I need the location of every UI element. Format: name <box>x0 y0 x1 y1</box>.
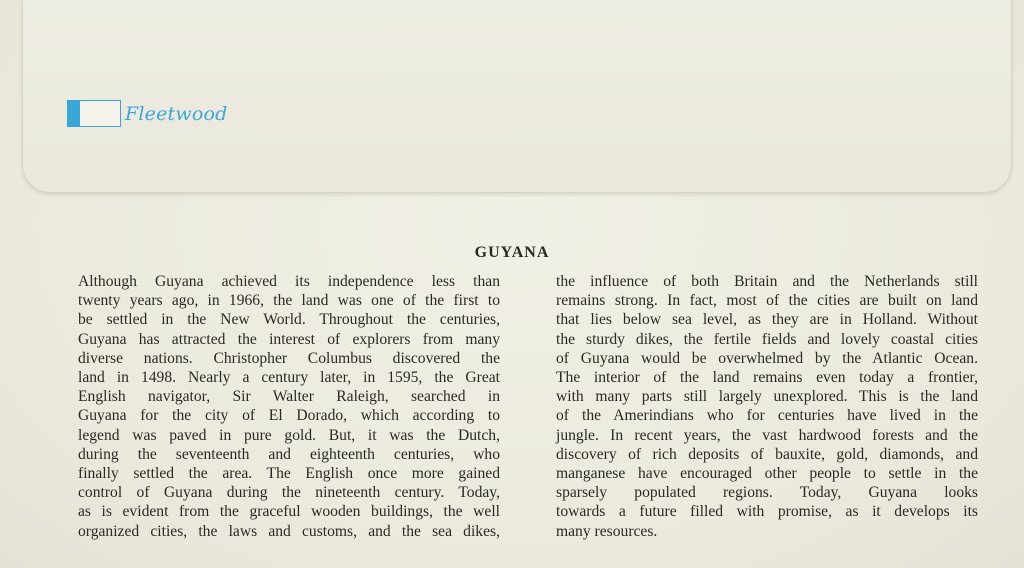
text-line: with many parts still largely unexplored. This is the land <box>556 388 978 406</box>
text-line: The interior of the land remains even today a frontier, <box>556 369 978 387</box>
text-line: legend was paved in pure gold. But, it was the Dutch, <box>78 426 500 444</box>
text-line: as is evident from the graceful wooden buildings, the well <box>78 503 500 521</box>
right-text-column <box>556 272 978 541</box>
text-line: twenty years ago, in 1966, the land was one of the first to <box>78 292 500 310</box>
text-line: Although Guyana achieved its independence less than <box>78 273 500 290</box>
text-line: jungle. In recent years, the vast hardwood forests and the <box>556 426 978 444</box>
text-line: organized cities, the laws and customs, and the sea dikes, <box>78 522 500 540</box>
text-line: of the Amerindians who for centuries have lived in the <box>556 407 978 425</box>
text-line: manganese have encouraged other people to settle in the <box>556 465 978 483</box>
text-line: of Guyana would be overwhelmed by the Atlantic Ocean. <box>556 349 978 367</box>
text-line: towards a future filled with promise, as it develops its <box>556 503 978 521</box>
text-line: finally settled the area. The English once more gained <box>78 465 500 483</box>
text-line: land in 1498. Nearly a century later, in 1595, the Great <box>78 369 500 387</box>
text-line: Guyana has attracted the interest of explorers from many <box>78 330 500 348</box>
text-line: Guyana for the city of El Dorado, which according to <box>78 407 500 425</box>
envelope-flap <box>22 0 1012 193</box>
text-line: control of Guyana during the nineteenth century. Today, <box>78 484 500 502</box>
text-line: that lies below sea level, as they are in Holland. Without <box>556 311 978 329</box>
fleetwood-logo <box>67 100 228 127</box>
text-line: be settled in the New World. Throughout the centuries, <box>78 311 500 329</box>
text-line: discovery of rich deposits of bauxite, gold, diamonds, and <box>556 445 978 463</box>
left-text-column <box>78 272 500 541</box>
text-line: English navigator, Sir Walter Raleigh, searched in <box>78 388 500 406</box>
logo-mark-icon <box>67 100 121 127</box>
text-line: the influence of both Britain and the Netherlands still <box>556 273 978 290</box>
logo-mark-fill <box>68 101 80 126</box>
article-title: GUYANA <box>474 244 550 261</box>
logo-brand-name: Fleetwood <box>125 102 228 125</box>
text-line: during the seventeenth and eighteenth centuries, who <box>78 445 500 463</box>
text-line: the sturdy dikes, the fertile fields and lovely coastal cities <box>556 330 978 348</box>
text-line: diverse nations. Christopher Columbus discovered the <box>78 349 500 367</box>
text-line: remains strong. In fact, most of the cities are built on land <box>556 292 978 310</box>
text-line: many resources. <box>556 522 658 540</box>
text-line: sparsely populated regions. Today, Guyana looks <box>556 484 978 502</box>
